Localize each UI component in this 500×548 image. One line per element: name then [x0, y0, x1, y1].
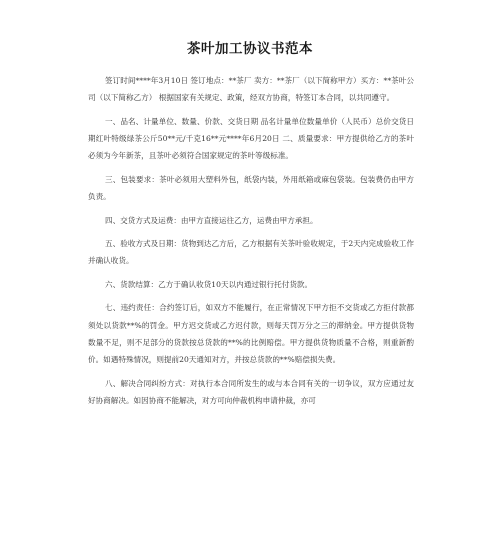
document-title: 茶叶加工协议书范本	[187, 41, 313, 57]
paragraph-preamble: 签订时间****年3月10日 签订地点：**茶厂 卖方：**茶厂（以下简称甲方）买方：**茶叶公司（以下简称乙方） 根据国家有关规定、政策，经双方协商，特签订本合同，以共同遵守。	[88, 76, 414, 103]
paragraph-clause-6: 六、货款结算：乙方于确认收货10天以内通过银行托付货款。	[105, 279, 313, 289]
paragraph-clause-1-2: 一、品名、计量单位、数量、价款、交货日期 品名计量单位数量单价（人民币）总价交货日期红叶特级绿茶公斤50**元/千克16**元****年6月20日 二、质量要求：甲方提供给乙方的茶叶必须为今年新茶，且茶叶必须符合国家规定的茶叶等级标准。	[88, 116, 414, 161]
document-body	[88, 72, 414, 409]
paragraph-clause-4: 四、交货方式及运费：由甲方直接运往乙方，运费由甲方承担。	[105, 215, 318, 225]
paragraph-clause-8: 八、解决合同纠纷方式：对执行本合同所发生的或与本合同有关的一切争议，双方应通过友好协商解决。如因协商不能解决，对方可向仲裁机构申请仲裁，亦可	[88, 378, 414, 406]
paragraph-clause-5: 五、验收方式及日期：货物到达乙方后，乙方根据有关茶叶验收规定，于2天内完成验收工作并确认收货。	[88, 239, 414, 266]
paragraph-clause-3: 三、包装要求：茶叶必须用大塑料外包，纸袋内装，外用纸箱或麻包袋装。包装费仍由甲方负责。	[88, 174, 414, 202]
paragraph-clause-7: 七、违约责任：合约签订后，如双方不能履行，在正常情况下甲方拒不交货或乙方拒付款都须处以货款**%的罚金。甲方迟交货或乙方迟付款，则每天罚万分之三的滞纳金。甲方提供货物数量不足，则不足部分的货款按总货款的**%的比例赔偿。甲方提供货物质量不合格，则重新酌价。如遇特殊情况，则提前20天通知对方，并按总货款的**%赔偿损失费。	[88, 303, 414, 365]
